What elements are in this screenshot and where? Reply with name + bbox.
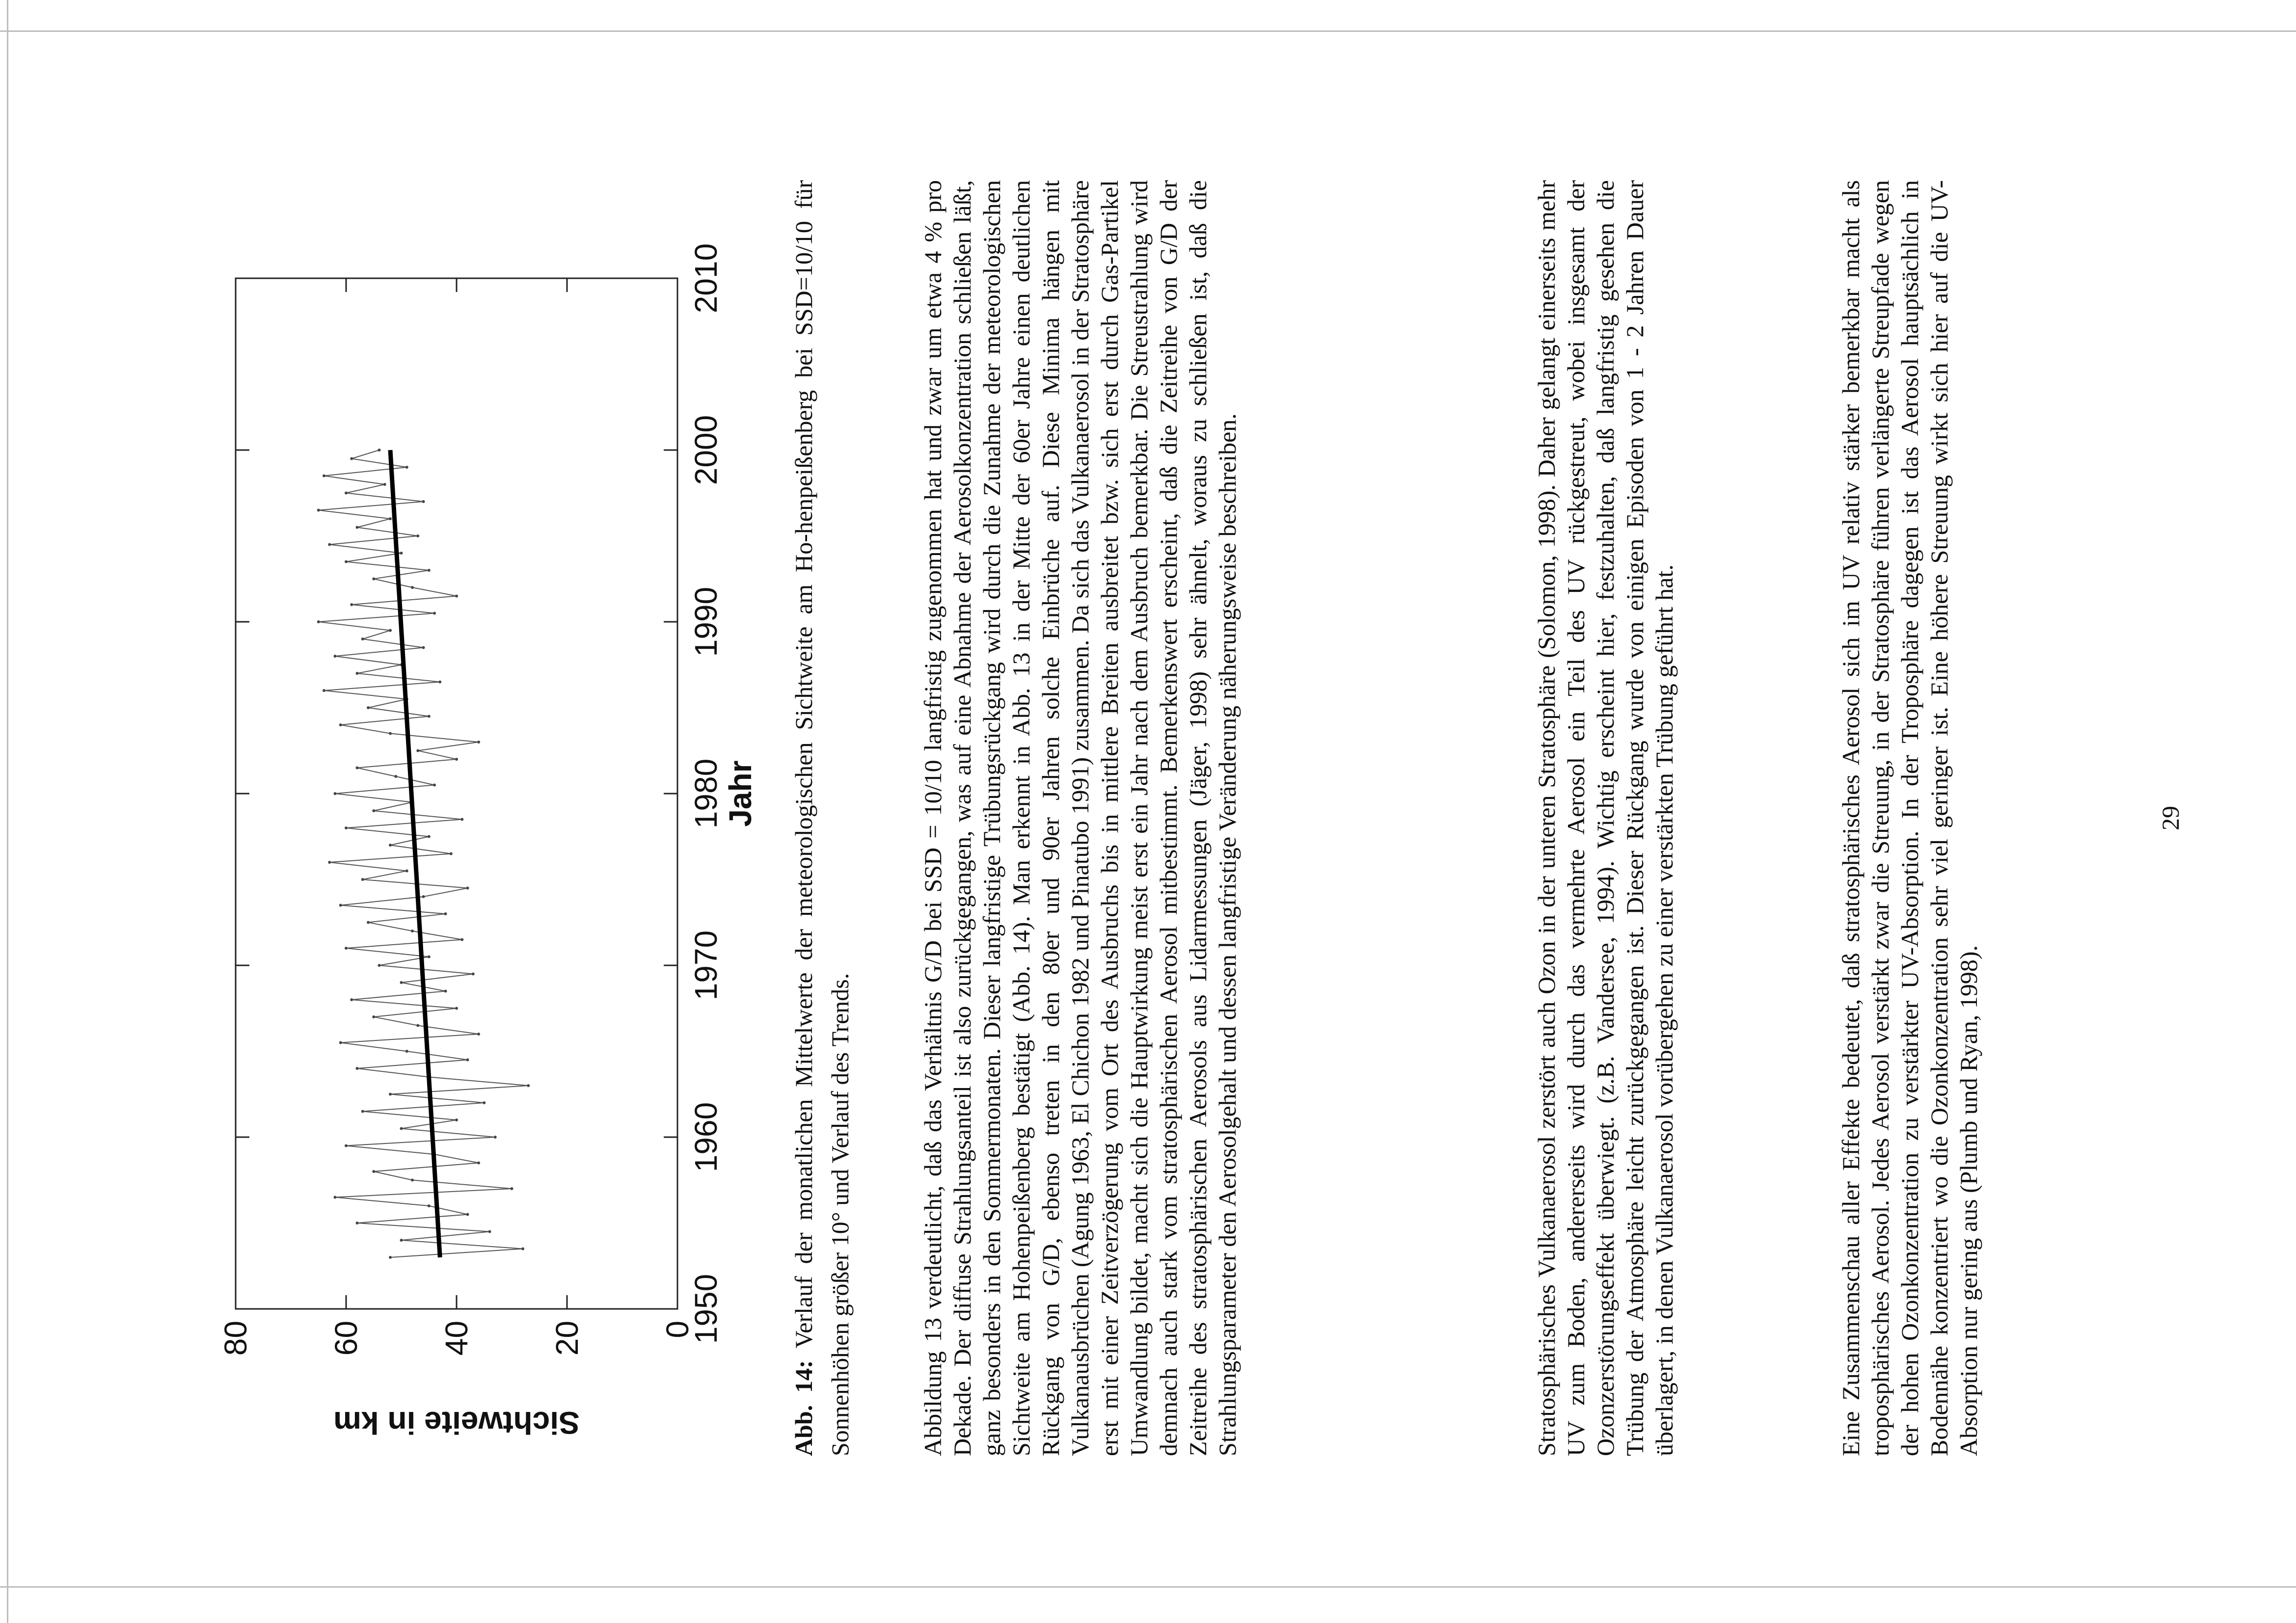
monthly-visibility-point	[356, 672, 359, 675]
monthly-visibility-point	[378, 964, 381, 967]
monthly-visibility-point	[460, 818, 463, 821]
monthly-visibility-point	[511, 1187, 513, 1190]
plot-frame	[236, 278, 677, 1309]
monthly-visibility-point	[438, 681, 441, 684]
monthly-visibility-segment	[357, 759, 457, 768]
monthly-visibility-point	[400, 1239, 403, 1242]
monthly-visibility-point	[411, 586, 414, 589]
monthly-visibility-point	[339, 1041, 342, 1044]
monthly-visibility-point	[345, 492, 348, 495]
monthly-visibility-segment	[402, 1120, 457, 1129]
monthly-visibility-segment	[319, 510, 390, 519]
monthly-visibility-segment	[407, 1051, 468, 1060]
monthly-visibility-segment	[319, 622, 390, 631]
monthly-visibility-point	[400, 981, 403, 984]
x-tick-label: 1980	[688, 758, 724, 829]
monthly-visibility-segment	[357, 673, 440, 682]
monthly-visibility-point	[400, 552, 403, 555]
monthly-visibility-point	[323, 475, 325, 478]
chart-series	[317, 449, 530, 1259]
x-tick-label: 2010	[688, 243, 724, 314]
y-tick-label: 0	[660, 1321, 695, 1338]
monthly-visibility-segment	[429, 1077, 529, 1086]
monthly-visibility-segment	[357, 1060, 468, 1069]
monthly-visibility-segment	[390, 1249, 523, 1258]
monthly-visibility-point	[455, 758, 458, 761]
monthly-visibility-point	[339, 904, 342, 907]
monthly-visibility-segment	[346, 493, 424, 502]
monthly-visibility-segment	[390, 734, 479, 743]
monthly-visibility-point	[339, 723, 342, 726]
monthly-visibility-point	[334, 1196, 337, 1199]
monthly-visibility-segment	[374, 579, 412, 588]
monthly-visibility-point	[455, 1118, 458, 1121]
monthly-visibility-point	[372, 1170, 375, 1173]
monthly-visibility-point	[350, 998, 353, 1001]
monthly-visibility-segment	[329, 862, 407, 871]
monthly-visibility-segment	[319, 613, 434, 622]
monthly-visibility-segment	[357, 768, 396, 777]
caption-label: Abb. 14:	[790, 1360, 817, 1456]
monthly-visibility-segment	[341, 725, 390, 734]
monthly-visibility-point	[472, 973, 475, 976]
monthly-visibility-segment	[335, 1197, 429, 1206]
monthly-visibility-segment	[346, 940, 462, 949]
monthly-visibility-point	[433, 612, 436, 615]
monthly-visibility-segment	[341, 897, 424, 905]
monthly-visibility-segment	[412, 1180, 512, 1189]
monthly-visibility-point	[389, 517, 392, 520]
monthly-visibility-point	[411, 930, 414, 932]
monthly-visibility-point	[466, 1059, 469, 1062]
monthly-visibility-segment	[374, 1163, 479, 1172]
monthly-visibility-point	[345, 826, 348, 829]
monthly-visibility-point	[416, 534, 419, 537]
body-paragraph-3: Eine Zusammenschau aller Effekte bedeutet, daß stratosphärisches Aerosol sich im UV relativ stärker bemerkbar macht als troposphärisches Aerosol. Jedes Aerosol verstärkt zwar die Streuung, in der Stratosphäre führen verlängerte Streupfade wegen der hohen Ozonkonzentration zu verstärkter UV-Absorption. In der Troposphäre dagegen ist das Aerosol hauptsächlich in Bodennähe konzentriert wo die Ozonkonzentration sehr viel geringer ist. Eine höhere Streuung wirkt sich hier auf die UV-Absorption nur gering aus (Plumb und Ryan, 1998).	[1837, 180, 1982, 1456]
monthly-visibility-segment	[351, 991, 445, 1000]
monthly-visibility-point	[428, 715, 431, 718]
monthly-visibility-point	[405, 466, 408, 469]
monthly-visibility-point	[367, 921, 370, 924]
monthly-visibility-point	[356, 526, 359, 529]
monthly-visibility-point	[356, 767, 359, 770]
monthly-visibility-point	[400, 1127, 403, 1130]
monthly-visibility-segment	[402, 974, 473, 983]
trend-line	[390, 450, 440, 1257]
monthly-visibility-segment	[346, 553, 402, 562]
monthly-visibility-segment	[402, 1232, 490, 1241]
monthly-visibility-segment	[335, 785, 435, 794]
monthly-visibility-segment	[363, 631, 390, 639]
monthly-visibility-point	[477, 1033, 480, 1036]
monthly-visibility-segment	[335, 794, 413, 802]
monthly-visibility-point	[317, 509, 320, 512]
monthly-visibility-segment	[363, 1112, 457, 1120]
monthly-visibility-segment	[346, 948, 429, 957]
visibility-chart	[187, 82, 815, 1466]
monthly-visibility-segment	[351, 605, 434, 613]
monthly-visibility-segment	[357, 1068, 429, 1077]
monthly-visibility-point	[494, 1136, 497, 1139]
monthly-visibility-segment	[335, 648, 424, 657]
monthly-visibility-point	[356, 1067, 359, 1070]
monthly-visibility-point	[521, 1248, 524, 1251]
monthly-visibility-point	[372, 578, 375, 581]
monthly-visibility-segment	[412, 587, 457, 596]
monthly-visibility-point	[361, 638, 364, 640]
monthly-visibility-point	[328, 861, 331, 864]
monthly-visibility-point	[361, 1110, 364, 1113]
monthly-visibility-segment	[374, 1009, 457, 1017]
x-tick-label: 2000	[688, 415, 724, 485]
monthly-visibility-point	[345, 560, 348, 563]
monthly-visibility-point	[416, 1024, 419, 1027]
x-tick-label: 1950	[688, 1274, 724, 1344]
monthly-visibility-point	[372, 1015, 375, 1018]
monthly-visibility-segment	[402, 1240, 523, 1249]
monthly-visibility-segment	[434, 1154, 479, 1163]
monthly-visibility-point	[350, 457, 353, 460]
monthly-visibility-point	[428, 569, 431, 572]
monthly-visibility-point	[416, 749, 419, 752]
monthly-visibility-segment	[319, 502, 424, 510]
monthly-visibility-point	[422, 500, 425, 503]
monthly-visibility-segment	[357, 1223, 490, 1232]
monthly-visibility-point	[389, 1256, 392, 1259]
x-tick-label: 1970	[688, 930, 724, 1001]
monthly-visibility-point	[444, 912, 447, 915]
monthly-visibility-segment	[351, 596, 457, 605]
monthly-visibility-point	[466, 887, 469, 890]
monthly-visibility-segment	[341, 717, 429, 725]
monthly-visibility-segment	[374, 1171, 412, 1180]
monthly-visibility-point	[411, 1179, 414, 1182]
monthly-visibility-point	[361, 878, 364, 881]
monthly-visibility-segment	[390, 1094, 484, 1103]
monthly-visibility-segment	[351, 1000, 457, 1009]
figure-caption	[785, 180, 858, 1456]
monthly-visibility-point	[350, 603, 353, 606]
monthly-visibility-segment	[357, 1215, 468, 1224]
monthly-visibility-point	[527, 1084, 530, 1087]
monthly-visibility-point	[455, 595, 458, 598]
monthly-visibility-point	[323, 689, 325, 692]
x-axis-label: Jahr	[723, 760, 758, 827]
monthly-visibility-segment	[335, 656, 402, 665]
monthly-visibility-segment	[341, 905, 446, 914]
monthly-visibility-point	[405, 870, 408, 873]
monthly-visibility-segment	[351, 450, 379, 459]
monthly-visibility-segment	[329, 854, 451, 863]
monthly-visibility-point	[334, 792, 337, 795]
monthly-visibility-point	[389, 732, 392, 735]
monthly-visibility-segment	[346, 562, 429, 571]
monthly-visibility-segment	[357, 528, 418, 536]
monthly-visibility-segment	[324, 467, 407, 476]
monthly-visibility-point	[328, 543, 331, 546]
monthly-visibility-segment	[368, 708, 429, 717]
monthly-visibility-point	[367, 706, 370, 709]
y-tick-label: 80	[218, 1321, 253, 1356]
monthly-visibility-segment	[390, 845, 451, 854]
monthly-visibility-segment	[346, 828, 429, 837]
y-tick-label: 40	[439, 1321, 474, 1356]
monthly-visibility-point	[433, 784, 436, 787]
monthly-visibility-point	[444, 990, 447, 993]
monthly-visibility-segment	[357, 665, 402, 674]
monthly-visibility-segment	[324, 691, 407, 699]
monthly-visibility-point	[389, 1093, 392, 1096]
monthly-visibility-point	[394, 775, 397, 778]
monthly-visibility-segment	[357, 519, 391, 528]
monthly-visibility-segment	[368, 914, 446, 923]
monthly-visibility-point	[477, 741, 480, 744]
monthly-visibility-segment	[346, 1137, 495, 1146]
monthly-visibility-point	[428, 1204, 431, 1207]
monthly-visibility-point	[389, 844, 392, 847]
monthly-visibility-segment	[424, 888, 468, 897]
y-axis-label: Sichtweite in km	[333, 1405, 580, 1440]
monthly-visibility-point	[428, 956, 431, 958]
monthly-visibility-point	[405, 1050, 408, 1053]
monthly-visibility-segment	[363, 639, 424, 648]
monthly-visibility-segment	[346, 484, 385, 493]
monthly-visibility-point	[460, 938, 463, 941]
monthly-visibility-segment	[341, 1034, 479, 1043]
body-paragraph-2: Stratosphärisches Vulkanaerosol zerstört auch Ozon in der unteren Stratosphäre (Solomon, 1998). Daher gelangt einerseits mehr UV zum Boden, andererseits wird durch das vermehrte Aerosol ein Teil des UV rückgestreut, wobei insgesamt der Ozonzerstörungseffekt überwiegt. (z.B. Vandersee, 1994). Wichtig erscheint hier, festzuhalten, daß langfristig gesehen die Trübung der Atmosphäre leicht zurückgegangen ist. Dieser Rückgang wurde von einigen Episoden von 1 - 2 Jahren Dauer überlagert, in denen Vulkanaerosol vorübergehen zu einer verstärkten Trübung geführt hat.	[1533, 180, 1678, 1456]
page-number: 29	[2157, 806, 2184, 830]
y-tick-label: 20	[549, 1321, 585, 1356]
monthly-visibility-point	[466, 1213, 469, 1216]
monthly-visibility-segment	[418, 751, 457, 760]
caption-text: Verlauf der monatlichen Mittelwerte der meteorologischen Sichtweite am Ho-henpeißenberg bei SSD=10/10 für Sonnenhöhen größer 10° und Verlauf des Trends.	[790, 180, 854, 1456]
x-tick-label: 1960	[688, 1102, 724, 1172]
monthly-visibility-point	[378, 449, 381, 452]
monthly-visibility-segment	[341, 1043, 407, 1052]
monthly-visibility-segment	[335, 1189, 512, 1197]
monthly-visibility-point	[428, 835, 431, 838]
monthly-visibility-segment	[418, 742, 479, 751]
monthly-visibility-segment	[379, 965, 473, 974]
monthly-visibility-segment	[346, 1146, 434, 1155]
monthly-visibility-point	[383, 483, 386, 486]
monthly-visibility-segment	[346, 820, 462, 828]
monthly-visibility-segment	[390, 837, 429, 846]
monthly-visibility-segment	[324, 476, 385, 485]
monthly-visibility-segment	[329, 545, 401, 554]
monthly-visibility-segment	[390, 1086, 528, 1094]
monthly-visibility-segment	[374, 570, 429, 579]
x-tick-label: 1990	[688, 586, 724, 657]
y-tick-label: 60	[328, 1321, 364, 1356]
monthly-visibility-point	[422, 895, 425, 898]
monthly-visibility-point	[334, 655, 337, 658]
monthly-visibility-segment	[363, 871, 407, 880]
chart-axes	[236, 278, 677, 1309]
monthly-visibility-point	[483, 1101, 486, 1104]
monthly-visibility-point	[389, 629, 392, 632]
monthly-visibility-point	[455, 1007, 458, 1010]
monthly-visibility-segment	[324, 682, 440, 691]
monthly-visibility-point	[345, 947, 348, 950]
monthly-visibility-segment	[374, 802, 412, 811]
monthly-visibility-point	[345, 1144, 348, 1147]
monthly-visibility-segment	[368, 923, 412, 931]
monthly-visibility-point	[356, 1222, 359, 1224]
monthly-visibility-segment	[374, 1017, 418, 1026]
monthly-visibility-point	[422, 646, 425, 649]
monthly-visibility-segment	[351, 459, 407, 468]
monthly-visibility-segment	[363, 1103, 485, 1112]
monthly-visibility-segment	[329, 536, 418, 545]
monthly-visibility-point	[488, 1230, 491, 1233]
monthly-visibility-segment	[396, 776, 434, 785]
monthly-visibility-point	[317, 620, 320, 623]
monthly-visibility-segment	[374, 811, 462, 820]
monthly-visibility-point	[450, 852, 453, 855]
body-paragraph-1: Abbildung 13 verdeutlicht, daß das Verhältnis G/D bei SSD = 10/10 langfristig zugenommen hat und zwar um etwa 4 % pro Dekade. Der diffuse Strahlungsanteil ist also zurückgegangen, was auf eine Abnahme der Aerosolkonzentration schließen läßt, ganz besonders in den Sommermonaten. Dieser langfristige Trübungsrückgang wird durch die Zunahme der meteorologischen Sichtweite am Hohenpeißenberg bestätigt (Abb. 14). Man erkennt in Abb. 13 in der Mitte der 60er Jahre einen deutlichen Rückgang von G/D, ebenso treten in den 80er und 90er Jahren solche Einbrüche auf. Diese Minima hängen mit Vulkanausbrüchen (Agung 1963, El Chichon 1982 und Pinatubo 1991) zusammen. Da sich das Vulkanaerosol in der Stratosphäre erst mit einer Zeitverzögerung vom Ort des Ausbruchs bis in mittlere Breiten ausbreitet bzw. sich erst durch Gas-Partikel Umwandlung bildet, macht sich die Hauptwirkung meist erst ein Jahr nach dem Ausbruch bemerkbar. Die Streustrahlung wird demnach auch stark vom stratosphärischen Aerosol mitbestimmt. Bemerkenswert erscheint, daß die Zeitreihe von G/D der Zeitreihe des stratosphärischen Aerosols aus Lidarmessungen (Jäger, 1998) sehr ähnelt, woraus zu schließen ist, daß die Strahlungsparameter den Aerosolgehalt und dessen langfristige Veränderung näherungsweise beschreiben.	[919, 180, 1241, 1456]
chart-tick-labels	[218, 243, 724, 1356]
monthly-visibility-point	[477, 1162, 480, 1165]
monthly-visibility-segment	[368, 699, 407, 708]
monthly-visibility-point	[372, 809, 375, 812]
monthly-visibility-segment	[402, 1129, 495, 1138]
